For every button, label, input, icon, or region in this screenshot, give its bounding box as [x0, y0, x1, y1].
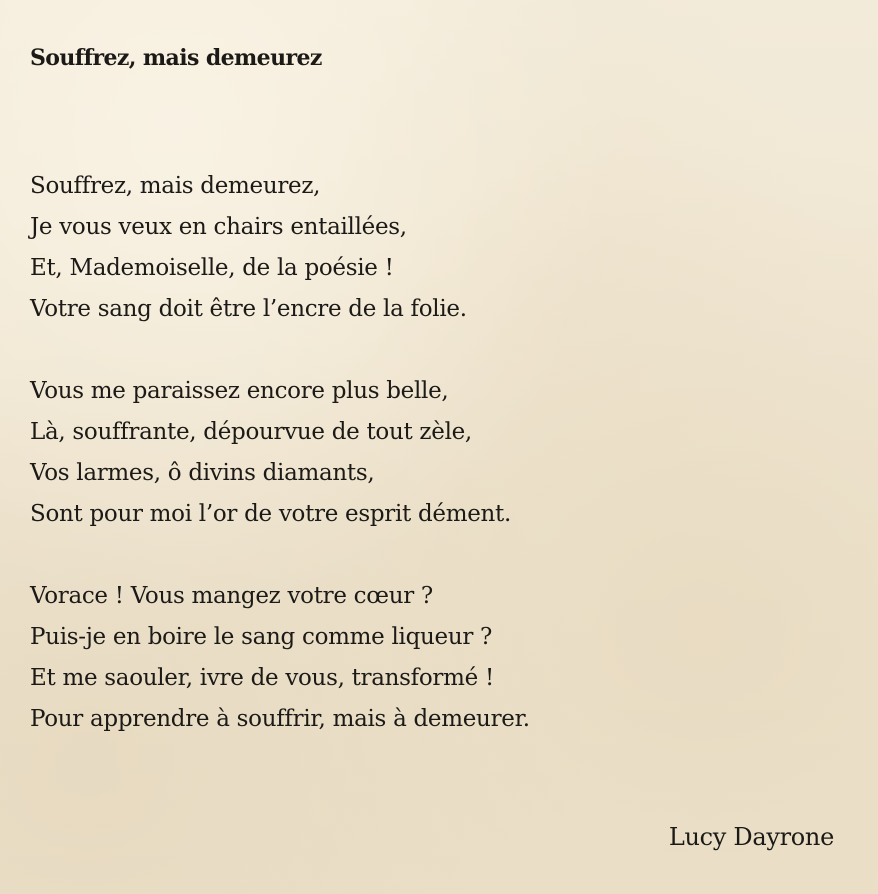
poem-line: Vorace ! Vous mangez votre cœur ?: [30, 583, 433, 609]
poem-line: Et me saouler, ivre de vous, transformé !: [30, 665, 494, 691]
stanza-1: [30, 166, 530, 330]
poem-body: [30, 166, 530, 781]
author-signature: Lucy Dayrone: [668, 823, 834, 851]
poem-line: Vous me paraissez encore plus belle,: [30, 378, 449, 404]
poem-line: Pour apprendre à souffrir, mais à demeurer.: [30, 706, 530, 732]
poem-line: Votre sang doit être l’encre de la folie.: [30, 296, 467, 322]
poem-line: Là, souffrante, dépourvue de tout zèle,: [30, 419, 472, 445]
poem-line: Et, Mademoiselle, de la poésie !: [30, 255, 394, 281]
poem-line: Sont pour moi l’or de votre esprit dément.: [30, 501, 512, 527]
poem-line: Je vous veux en chairs entaillées,: [30, 214, 407, 240]
poem-title: Souffrez, mais demeurez: [30, 45, 322, 71]
poem-line: Souffrez, mais demeurez,: [30, 173, 321, 199]
poem-line: Vos larmes, ô divins diamants,: [30, 460, 375, 486]
stanza-3: [30, 576, 530, 740]
poem-line: Puis-je en boire le sang comme liqueur ?: [30, 624, 493, 650]
stanza-2: [30, 371, 530, 535]
